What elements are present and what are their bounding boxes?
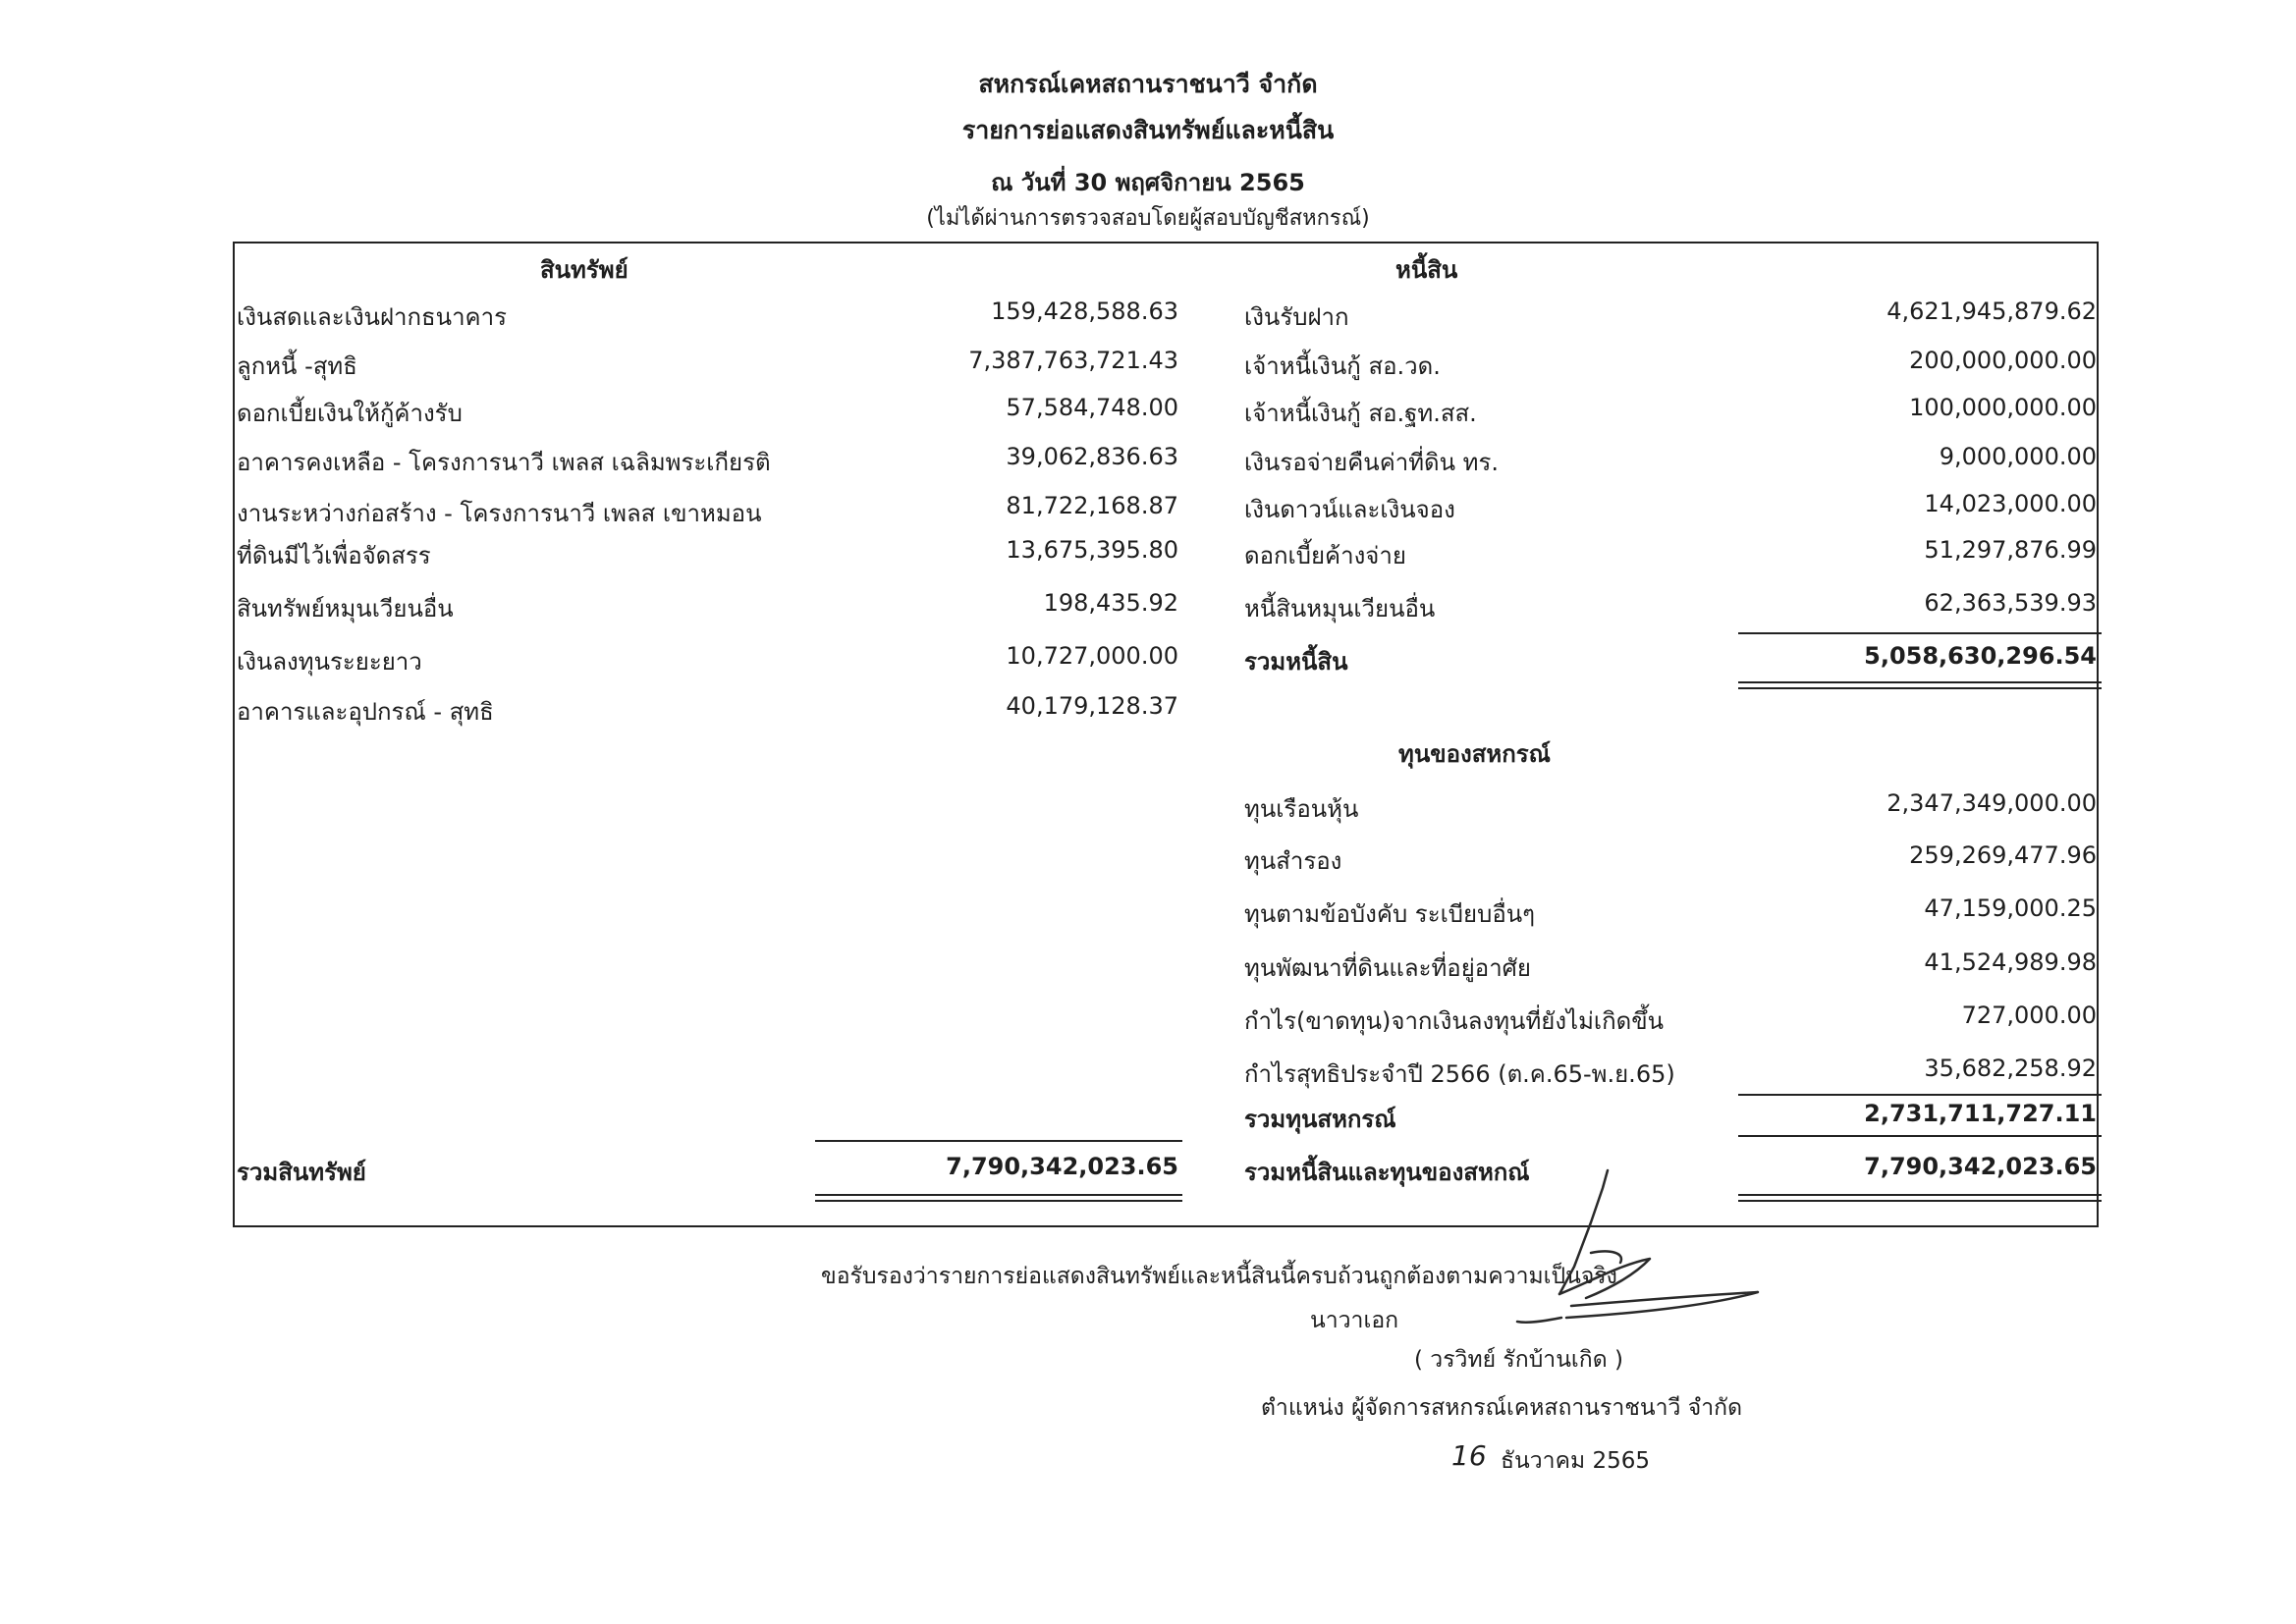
equity-heading: ทุนของสหกรณ์ [1398,740,1551,768]
asset-label: เงินสดและเงินฝากธนาคาร [237,303,507,331]
asset-value: 81,722,168.87 [1006,492,1178,519]
asset-label: ที่ดินมีไว้เพื่อจัดสรร [237,542,431,569]
equity-value: 259,269,477.96 [1909,841,2097,869]
equity-total-label: รวมทุนสหกรณ์ [1244,1106,1396,1133]
liability-value: 200,000,000.00 [1909,347,2097,374]
asset-value: 39,062,836.63 [1006,443,1178,470]
assets-total-double-rule [815,1194,1182,1202]
assets-heading: สินทรัพย์ [540,256,629,284]
liability-label: เจ้าหนี้เงินกู้ สอ.วด. [1244,352,1441,380]
liabilities-total-value: 5,058,630,296.54 [1864,642,2097,670]
liability-value: 100,000,000.00 [1909,394,2097,421]
equity-label: ทุนตามข้อบังคับ ระเบียบอื่นๆ [1244,900,1536,928]
equity-value: 47,159,000.25 [1924,894,2097,922]
equity-value: 35,682,258.92 [1924,1055,2097,1082]
asset-value: 13,675,395.80 [1006,536,1178,564]
equity-total-bottom-rule [1738,1135,2102,1137]
equity-value: 41,524,989.98 [1924,948,2097,976]
liability-value: 4,621,945,879.62 [1886,298,2097,325]
asset-label: งานระหว่างก่อสร้าง - โครงการนาวี เพลส เขาหมอน [237,500,762,527]
assets-total-label: รวมสินทรัพย์ [237,1159,366,1186]
asset-value: 57,584,748.00 [1006,394,1178,421]
liability-value: 9,000,000.00 [1939,443,2097,470]
statement-date: ณ วันที่ 30 พฤศจิกายน 2565 [991,169,1305,196]
asset-value: 159,428,588.63 [991,298,1178,325]
asset-value: 198,435.92 [1043,589,1178,617]
signer-rank: นาวาเอก [1310,1308,1399,1333]
liabilities-heading: หนี้สิน [1395,256,1458,284]
grand-total-label: รวมหนี้สินและทุนของสหกณ์ [1244,1159,1530,1186]
assets-total-value: 7,790,342,023.65 [946,1153,1178,1180]
liability-value: 14,023,000.00 [1924,490,2097,517]
grand-total-double-rule [1738,1194,2102,1202]
asset-value: 40,179,128.37 [1006,692,1178,720]
equity-total-rule [1738,1094,2102,1096]
equity-label: ทุนสำรอง [1244,847,1342,875]
liabilities-total-label: รวมหนี้สิน [1244,648,1348,676]
liability-label: เจ้าหนี้เงินกู้ สอ.ฐท.สส. [1244,400,1477,427]
asset-label: ลูกหนี้ -สุทธิ [237,352,357,380]
liability-label: หนี้สินหมุนเวียนอื่น [1244,595,1436,623]
liability-label: เงินดาวน์และเงินจอง [1244,496,1455,523]
sign-date: ธันวาคม 2565 [1501,1448,1650,1474]
grand-total-value: 7,790,342,023.65 [1864,1153,2097,1180]
liability-label: เงินรอจ่ายคืนค่าที่ดิน ทร. [1244,449,1500,476]
asset-value: 7,387,763,721.43 [968,347,1178,374]
assets-total-rule [815,1140,1182,1142]
asset-label: อาคารและอุปกรณ์ - สุทธิ [237,698,494,726]
asset-value: 10,727,000.00 [1006,642,1178,670]
equity-label: ทุนพัฒนาที่ดินและที่อยู่อาศัย [1244,954,1531,982]
equity-value: 2,347,349,000.00 [1886,789,2097,817]
asset-label: ดอกเบี้ยเงินให้กู้ค้างรับ [237,400,463,427]
signer-position: ตำแหน่ง ผู้จัดการสหกรณ์เคหสถานราชนาวี จำกัด [1261,1395,1743,1421]
asset-label: สินทรัพย์หมุนเวียนอื่น [237,595,454,623]
sign-day: 16 [1451,1439,1487,1472]
equity-label: ทุนเรือนหุ้น [1244,795,1359,823]
liabilities-total-double-rule [1738,681,2102,689]
audit-note: (ไม่ได้ผ่านการตรวจสอบโดยผู้สอบบัญชีสหกรณ์) [926,206,1370,231]
signer-name: ( วรวิทย์ รักบ้านเกิด ) [1414,1347,1623,1373]
org-name: สหกรณ์เคหสถานราชนาวี จำกัด [978,70,1318,98]
equity-total-value: 2,731,711,727.11 [1864,1100,2097,1127]
certification-text: ขอรับรองว่ารายการย่อแสดงสินทรัพย์และหนี้สินนี้ครบถ้วนถูกต้องตามความเป็นจริง [821,1264,1617,1289]
equity-value: 727,000.00 [1961,1001,2097,1029]
asset-label: เงินลงทุนระยะยาว [237,648,422,676]
asset-label: อาคารคงเหลือ - โครงการนาวี เพลส เฉลิมพระเกียรติ [237,449,771,476]
equity-label: กำไร(ขาดทุน)จากเงินลงทุนที่ยังไม่เกิดขึ้น [1244,1007,1665,1035]
liability-value: 51,297,876.99 [1924,536,2097,564]
equity-label: กำไรสุทธิประจำปี 2566 (ต.ค.65-พ.ย.65) [1244,1060,1675,1088]
balance-sheet-frame [233,242,2099,1227]
liability-label: เงินรับฝาก [1244,303,1349,331]
liabilities-total-rule [1738,632,2102,634]
statement-title: รายการย่อแสดงสินทรัพย์และหนี้สิน [961,116,1335,144]
liability-label: ดอกเบี้ยค้างจ่าย [1244,542,1406,569]
liability-value: 62,363,539.93 [1924,589,2097,617]
